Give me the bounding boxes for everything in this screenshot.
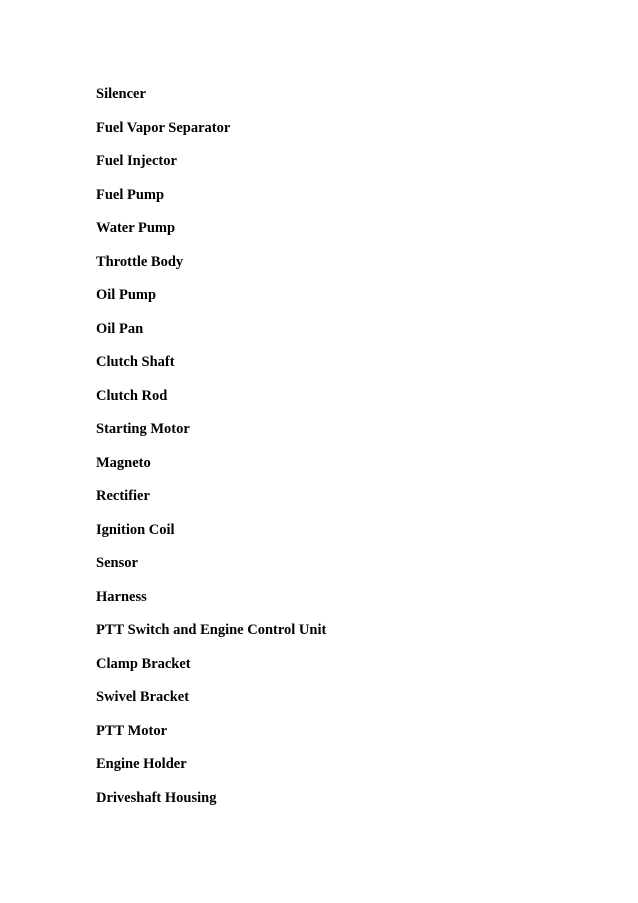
list-item: Fuel Vapor Separator [96, 119, 231, 136]
list-item: Water Pump [96, 220, 176, 236]
list-item: Starting Motor [96, 421, 190, 437]
list-item: Rectifier [96, 488, 150, 504]
list-item: Silencer [96, 86, 146, 102]
list-item: Sensor [96, 555, 138, 571]
list-item: PTT Motor [96, 722, 168, 739]
list-item: Harness [96, 588, 147, 605]
list-item: Driveshaft Housing [96, 789, 217, 806]
list-item: Swivel Bracket [96, 689, 190, 705]
list-item: Oil Pump [96, 287, 157, 303]
list-item: Fuel Pump [96, 186, 165, 203]
list-item: Clamp Bracket [96, 655, 191, 672]
list-item: Ignition Coil [96, 521, 175, 538]
parts-list [96, 86, 326, 823]
list-item: Throttle Body [96, 253, 184, 270]
list-item: Clutch Shaft [96, 354, 175, 370]
list-item: Oil Pan [96, 320, 144, 337]
list-item: Magneto [96, 454, 151, 471]
list-item: PTT Switch and Engine Control Unit [96, 622, 327, 638]
list-item: Fuel Injector [96, 153, 177, 169]
list-item: Clutch Rod [96, 387, 168, 404]
list-item: Engine Holder [96, 756, 187, 772]
